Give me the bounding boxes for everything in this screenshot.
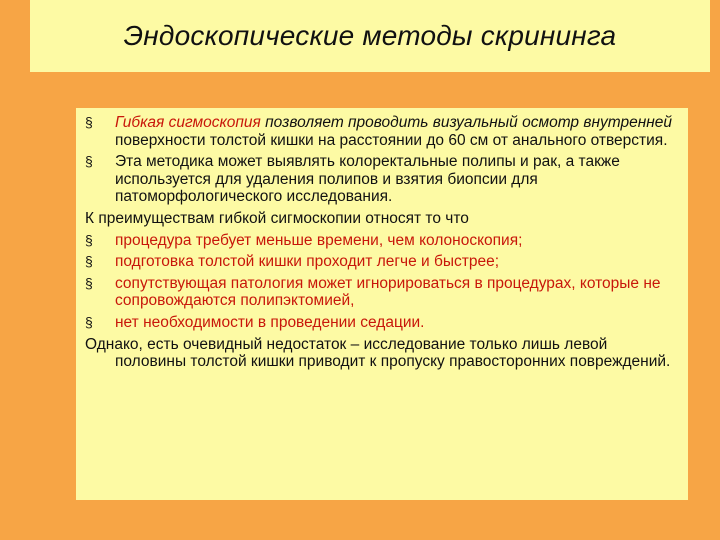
advantages-intro [85,210,682,228]
bullet-marker: § [85,253,93,270]
bullet-advantage-comorbidity [85,275,682,310]
intro-text: К преимуществам гибкой сигмоскопии относят то что [85,209,469,227]
bullet-marker: § [85,114,93,130]
term-flexible-sigmoidoscopy: Гибкая сигмоскопия [115,114,261,131]
outro-text: Однако, есть очевидный недостаток – исследование только лишь левой половины толстой кишки приводит к пропуску правосторонних повреждений. [85,335,671,371]
bullet-text: поверхности толстой кишки на расстоянии до 60 см от анального отверстия. [115,131,668,149]
advantage-text: нет необходимости в проведении седации. [115,313,425,331]
bullet-text: Эта методика может выявлять колоректальные полипы и рак, а также используется для удаления полипов и взятия биопсии для патоморфологического исследования. [115,153,620,206]
bullet-marker: § [85,153,93,170]
bullet-marker: § [85,231,93,248]
bullet-sigmoidoscopy [85,114,682,149]
bullet-method-capability [85,153,682,206]
slide-title: Эндоскопические методы скрининга [123,20,617,51]
content-panel [76,108,688,500]
bullet-marker: § [85,313,93,330]
advantage-text: сопутствующая патология может игнорироваться в процедурах, которые не сопровождаются полипэктомией, [115,274,661,310]
bullet-italic-text: позволяет проводить визуальный осмотр внутренней [260,114,673,131]
disadvantage-paragraph [85,336,682,371]
bullet-advantage-sedation [85,314,682,332]
bullet-advantage-prep [85,253,682,271]
bullet-marker: § [85,274,93,291]
title-panel [30,0,710,72]
bullet-advantage-time [85,232,682,250]
advantage-text: процедура требует меньше времени, чем колоноскопия; [115,231,523,249]
advantage-text: подготовка толстой кишки проходит легче и быстрее; [115,253,500,271]
